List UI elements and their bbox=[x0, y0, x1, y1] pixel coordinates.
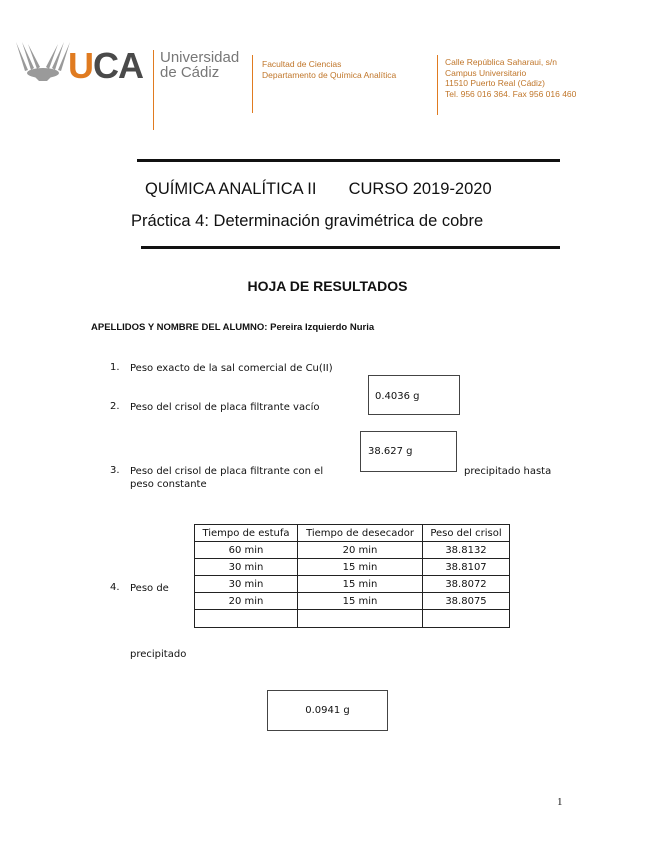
item-number: 3. bbox=[110, 465, 120, 476]
student-line: APELLIDOS Y NOMBRE DEL ALUMNO: Pereira Izquierdo Nuria bbox=[91, 322, 375, 333]
table-header-row bbox=[195, 525, 510, 542]
table-cell: 15 min bbox=[298, 559, 423, 576]
table-row bbox=[195, 576, 510, 593]
page-number: 1 bbox=[557, 796, 563, 808]
table-cell: 30 min bbox=[195, 576, 298, 593]
item-2-text: Peso del crisol de placa filtrante vacío bbox=[130, 402, 320, 413]
table-cell: 38.8132 bbox=[423, 542, 510, 559]
header-divider bbox=[437, 55, 438, 115]
course-title: QUÍMICA ANALÍTICA II CURSO 2019-2020 bbox=[145, 180, 492, 198]
table-row bbox=[195, 559, 510, 576]
uca-logo-text: UCA bbox=[68, 45, 143, 86]
item-4-text: Peso de bbox=[130, 583, 169, 594]
empty-crucible-box: 38.627 g bbox=[360, 431, 457, 472]
item-number: 1. bbox=[110, 362, 120, 373]
address-info: Calle República Saharaui, s/n Campus Universitario 11510 Puerto Real (Cádiz) Tel. 956 016 364. Fax 956 016 460 bbox=[445, 57, 577, 99]
item-3-text-c: peso constante bbox=[130, 479, 207, 490]
header-divider bbox=[153, 50, 154, 130]
column-header: Tiempo de estufa bbox=[195, 525, 298, 542]
table-row bbox=[195, 593, 510, 610]
section-title: HOJA DE RESULTADOS bbox=[247, 278, 408, 294]
precipitate-weight-box: 0.0941 g bbox=[267, 690, 388, 731]
results-table bbox=[194, 524, 510, 628]
header-divider bbox=[252, 55, 253, 113]
table-cell: 38.8075 bbox=[423, 593, 510, 610]
university-name: Universidad de Cádiz bbox=[160, 49, 240, 81]
item-1-text: Peso exacto de la sal comercial de Cu(II) bbox=[130, 363, 333, 374]
faculty-info: Facultad de Ciencias Departamento de Química Analítica bbox=[262, 59, 397, 80]
table-cell: 15 min bbox=[298, 576, 423, 593]
university-emblem bbox=[14, 40, 72, 82]
table-cell: 20 min bbox=[195, 593, 298, 610]
table-row bbox=[195, 610, 510, 628]
table-cell bbox=[423, 610, 510, 628]
title-rule-bottom bbox=[141, 246, 560, 249]
table-cell: 15 min bbox=[298, 593, 423, 610]
item-number: 2. bbox=[110, 401, 120, 412]
table-cell bbox=[195, 610, 298, 628]
table-row bbox=[195, 542, 510, 559]
practice-title: Práctica 4: Determinación gravimétrica de cobre bbox=[131, 212, 484, 230]
table-cell: 60 min bbox=[195, 542, 298, 559]
column-header: Tiempo de desecador bbox=[298, 525, 423, 542]
item-4-text-after: precipitado bbox=[130, 649, 187, 660]
table-cell: 38.8072 bbox=[423, 576, 510, 593]
item-number: 4. bbox=[110, 582, 120, 593]
table-cell: 38.8107 bbox=[423, 559, 510, 576]
table-cell: 30 min bbox=[195, 559, 298, 576]
title-rule-top bbox=[137, 159, 560, 162]
table-cell: 20 min bbox=[298, 542, 423, 559]
item-3-text: Peso del crisol de placa filtrante con el bbox=[130, 466, 324, 477]
item-3-text-b: precipitado hasta bbox=[464, 466, 552, 477]
table-cell bbox=[298, 610, 423, 628]
salt-weight-box: 0.4036 g bbox=[368, 375, 460, 415]
column-header: Peso del crisol bbox=[423, 525, 510, 542]
